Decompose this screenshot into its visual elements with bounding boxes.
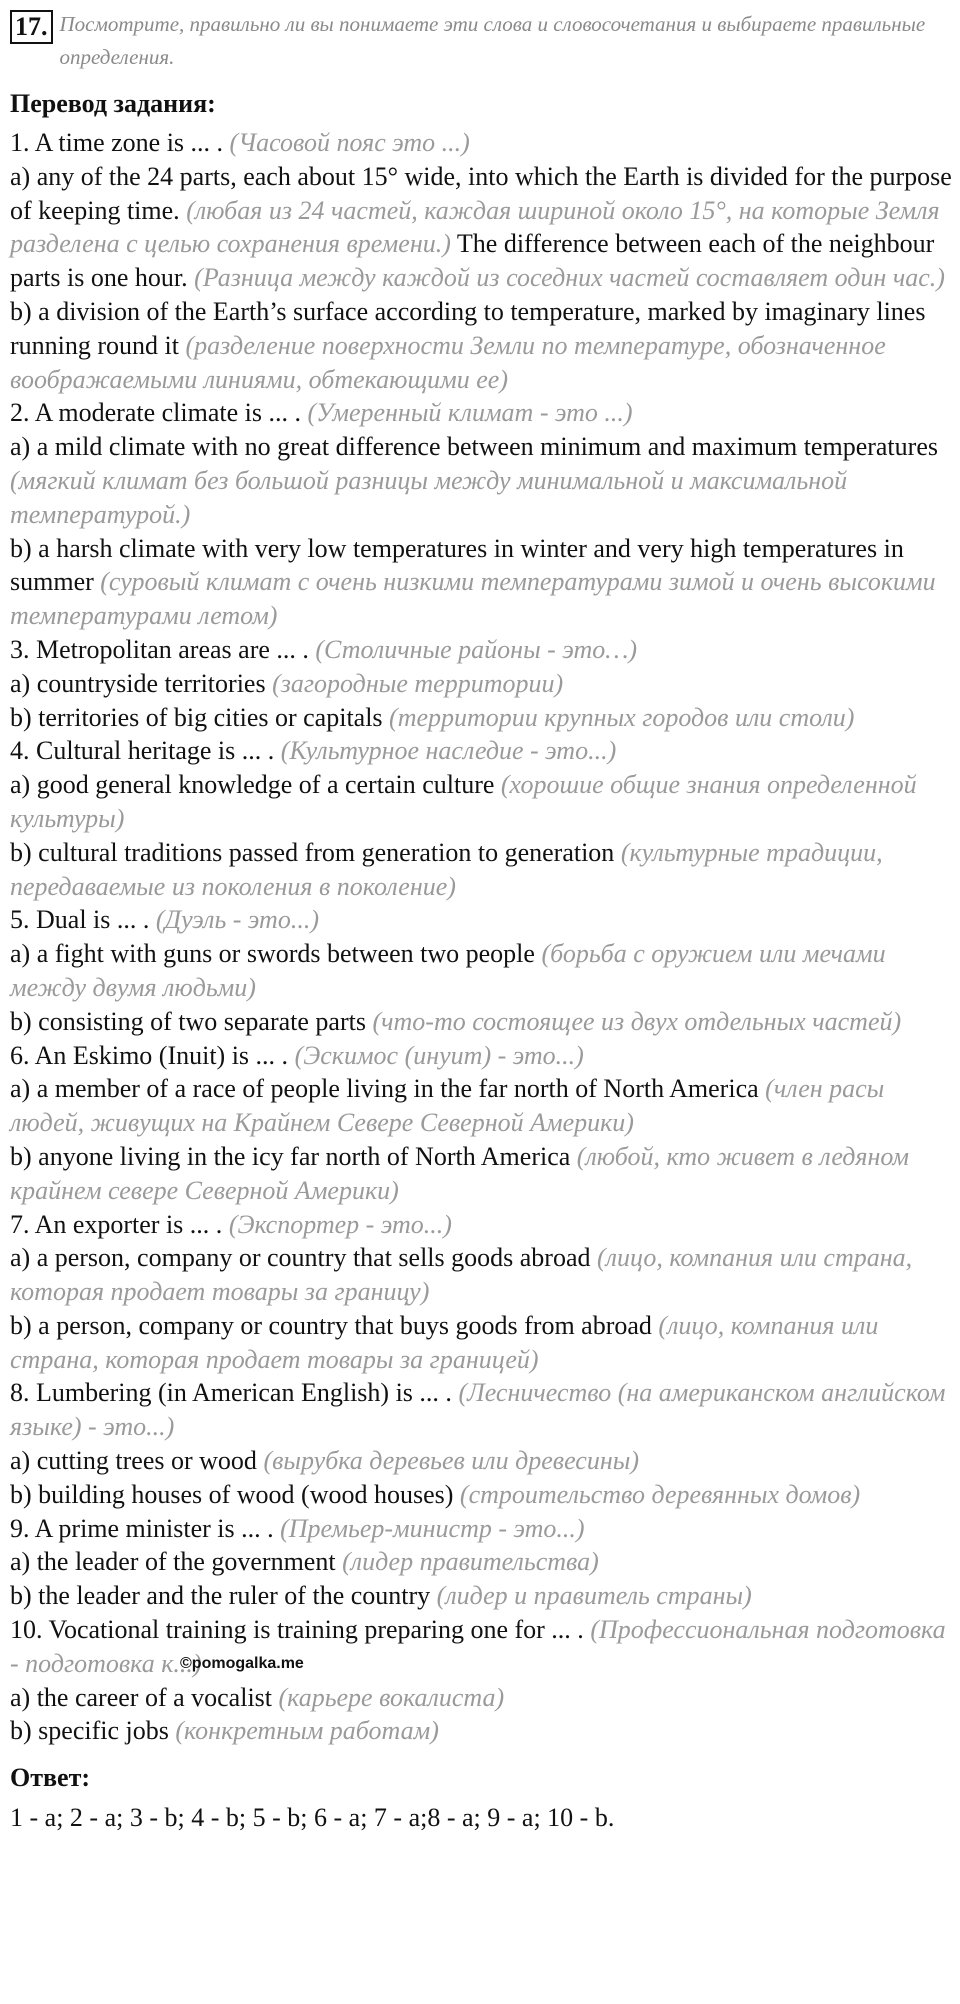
translation-line — [10, 1512, 952, 1546]
translation-lines — [10, 126, 952, 1748]
translation-line — [10, 1376, 952, 1444]
english-text: a) a fight with guns or swords between two people — [10, 939, 542, 969]
english-text: a) a person, company or country that sells goods abroad — [10, 1243, 598, 1273]
english-text: b) anyone living in the icy far north of North America — [10, 1141, 577, 1171]
english-text: 2. A moderate climate is ... . — [10, 398, 308, 428]
translation-line — [10, 768, 952, 836]
russian-translation: (Эскимос (инуит) - это...) — [294, 1040, 584, 1070]
english-text: b) territories of big cities or capitals — [10, 702, 390, 732]
russian-translation: (хорошие общие знания определенной культуры) — [10, 770, 917, 833]
task-number: 17. — [10, 10, 53, 44]
english-text: 4. Cultural heritage is ... . — [10, 736, 281, 766]
task-header — [10, 8, 952, 74]
answer-heading: Ответ: — [10, 1763, 91, 1793]
russian-translation: (разделение поверхности Земли по температуре, обозначенное воображаемыми линиями, обтекающими ее) — [10, 330, 886, 394]
english-text: b) building houses of wood (wood houses) — [10, 1479, 460, 1509]
english-text: 3. Metropolitan areas are ... . — [10, 634, 316, 664]
english-text: a) a member of a race of people living in the far north of North America — [10, 1074, 766, 1104]
translation-line — [10, 734, 952, 768]
english-text: b) a harsh climate with very low temperatures in winter and very high temperatures in summer — [10, 533, 904, 597]
english-text: b) the leader and the ruler of the country — [10, 1581, 437, 1611]
english-text: a) any of the 24 parts, each about 15° wide, into which the Earth is divided for the purpose of keeping time. — [10, 161, 952, 225]
answer-text: 1 - a; 2 - a; 3 - b; 4 - b; 5 - b; 6 - a; 7 - a;8 - a; 9 - a; 10 - b. — [10, 1803, 615, 1833]
translation-line — [10, 937, 952, 1005]
translation-line — [10, 160, 952, 295]
russian-translation: (Экспортер - это...) — [228, 1209, 452, 1239]
translation-heading: Перевод задания: — [10, 89, 216, 118]
english-text: 8. Lumbering (in American English) is ... . — [10, 1378, 459, 1408]
english-text: a) the leader of the government — [10, 1547, 343, 1577]
translation-line — [10, 532, 952, 633]
translation-line — [10, 836, 952, 904]
watermark: ©pomogalka.me — [180, 1655, 304, 1672]
russian-translation: (мягкий климат без большой разницы между минимальной и максимальной температурой.) — [10, 465, 848, 529]
translation-line — [10, 1140, 952, 1208]
translation-line — [10, 1444, 952, 1478]
russian-translation: (Культурное наследие - это...) — [280, 736, 617, 766]
english-text: a) the career of a vocalist — [10, 1682, 279, 1712]
english-text: b) cultural traditions passed from generation to generation — [10, 837, 621, 867]
translation-line — [10, 667, 952, 701]
translation-line — [10, 1714, 952, 1748]
english-text: The difference between each of the neighbour parts is one hour. — [10, 229, 935, 293]
english-text: a) good general knowledge of a certain culture — [10, 770, 501, 800]
russian-translation: (что-то состоящее из двух отдельных частей) — [372, 1006, 902, 1036]
russian-translation: (строительство деревянных домов) — [459, 1479, 861, 1509]
translation-line — [10, 1039, 952, 1073]
russian-translation: (Разница между каждой из соседних частей составляет один час.) — [194, 263, 945, 293]
russian-translation: (любой, кто живет в ледяном крайнем севере Северной Америки) — [10, 1141, 909, 1205]
russian-translation: (территории крупных городов или столи) — [389, 702, 855, 732]
english-text: 6. An Eskimo (Inuit) is ... . — [10, 1040, 295, 1070]
translation-line — [10, 701, 952, 735]
english-text: 5. Dual is ... . — [10, 905, 156, 935]
russian-translation: (Премьер-министр - это...) — [280, 1513, 585, 1543]
english-text: 1. A time zone is ... . — [10, 128, 230, 157]
translation-line — [10, 633, 952, 667]
russian-translation: (Столичные районы - это…) — [315, 634, 638, 664]
translation-line — [10, 1478, 952, 1512]
translation-line — [10, 1208, 952, 1242]
translation-line — [10, 396, 952, 430]
russian-translation: (карьере вокалиста) — [278, 1682, 505, 1712]
english-text: a) a mild climate with no great difference between minimum and maximum temperatures — [10, 432, 938, 462]
translation-line — [10, 1072, 952, 1140]
english-text: a) cutting trees or wood — [10, 1446, 264, 1476]
russian-translation: (культурные традиции, передаваемые из поколения в поколение) — [10, 837, 883, 901]
translation-line — [10, 1005, 952, 1039]
task-instruction: Посмотрите, правильно ли вы понимаете эти слова и словосочетания и выбираете правильные определения. — [59, 12, 926, 69]
russian-translation: (Профессиональная подготовка - подготовка к...) — [10, 1615, 946, 1678]
russian-translation: (конкретным работам) — [175, 1716, 439, 1746]
russian-translation: (Умеренный климат - это ...) — [307, 398, 633, 428]
english-text: b) specific jobs — [10, 1716, 176, 1746]
translation-line — [10, 1545, 952, 1579]
english-text: 9. A prime minister is ... . — [10, 1513, 281, 1543]
russian-translation: (лицо, компания или страна, которая продает товары за границу) — [10, 1243, 913, 1307]
translation-line — [10, 903, 952, 937]
russian-translation: (вырубка деревьев или древесины) — [263, 1446, 639, 1476]
translation-line — [10, 1241, 952, 1309]
english-text: b) consisting of two separate parts — [10, 1006, 373, 1036]
translation-line — [10, 1613, 952, 1681]
russian-translation: (Часовой пояс это ...) — [229, 128, 470, 157]
translation-line — [10, 1681, 952, 1715]
russian-translation: (Лесничество (на американском английском языке) - это...) — [10, 1378, 946, 1442]
russian-translation: (лицо, компания или страна, которая продает товары за границей) — [10, 1310, 879, 1374]
translation-line — [10, 126, 952, 160]
russian-translation: (лидер правительства) — [342, 1547, 599, 1577]
russian-translation: (член расы людей, живущих на Крайнем Севере Северной Америки) — [10, 1074, 885, 1138]
english-text: a) countryside territories — [10, 668, 273, 698]
russian-translation: (борьба с оружием или мечами между двумя людьми) — [10, 939, 886, 1002]
russian-translation: (Дуэль - это...) — [155, 905, 319, 935]
russian-translation: (загородные территории) — [272, 668, 564, 698]
translation-line — [10, 1309, 952, 1377]
english-text: b) a person, company or country that buys goods from abroad — [10, 1310, 659, 1340]
translation-line — [10, 1579, 952, 1613]
russian-translation: (любая из 24 частей, каждая шириной около 15°, на которые Земля разделена с целью сохранения времени.) — [10, 195, 940, 259]
russian-translation: (лидер и правитель страны) — [436, 1581, 752, 1611]
english-text: b) a division of the Earth’s surface according to temperature, marked by imaginary lines running round it — [10, 296, 926, 360]
english-text: 10. Vocational training is training preparing one for ... . — [10, 1615, 591, 1645]
translation-line — [10, 295, 952, 396]
english-text: 7. An exporter is ... . — [10, 1209, 229, 1239]
russian-translation: (суровый климат с очень низкими температурами зимой и очень высокими температурами летом) — [10, 567, 936, 631]
document — [10, 8, 952, 1836]
translation-line — [10, 430, 952, 531]
